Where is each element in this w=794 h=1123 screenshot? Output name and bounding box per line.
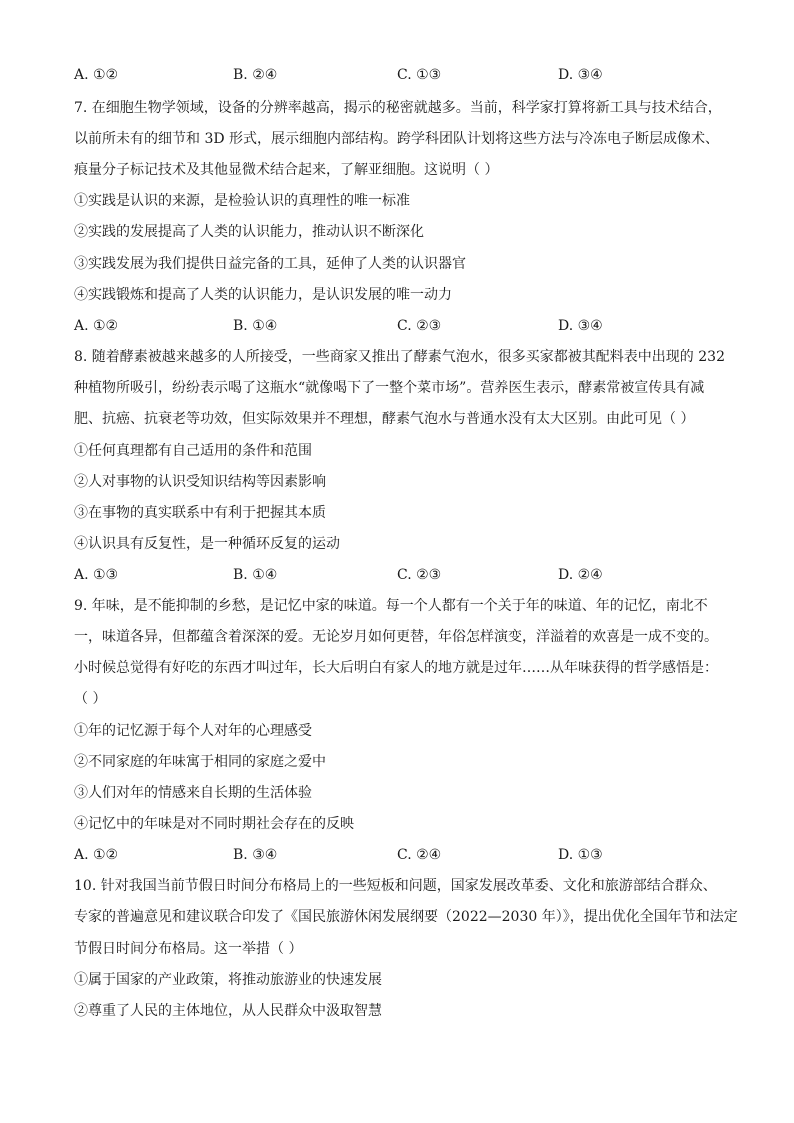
q7-stem-line: 以前所未有的细节和 3D 形式，展示细胞内部结构。跨学科团队计划将这些方法与冷冻电子断层成像术、 bbox=[74, 131, 720, 147]
q8-option-a: A. ①③ bbox=[74, 567, 119, 583]
q7-stem-line: 7. 在细胞生物学领域，设备的分辨率越高，揭示的秘密就越多。当前，科学家打算将新工具与技术结合， bbox=[74, 100, 722, 116]
q8-item-4: ④认识具有反复性，是一种循环反复的运动 bbox=[74, 536, 340, 552]
q8-options bbox=[74, 565, 734, 585]
q9-item-2: ②不同家庭的年味寓于相同的家庭之爱中 bbox=[74, 754, 326, 770]
q7-item-3: ③实践发展为我们提供日益完备的工具，延伸了人类的认识器官 bbox=[74, 256, 466, 272]
q10-stem-line: 10. 针对我国当前节假日时间分布格局上的一些短板和问题，国家发展改革委、文化和旅游部结合群众、 bbox=[74, 878, 717, 894]
q7-option-a: A. ①② bbox=[74, 318, 119, 334]
q8-item-1: ①任何真理都有自己适用的条件和范围 bbox=[74, 443, 312, 459]
q8-option-b: B. ①④ bbox=[233, 567, 278, 583]
q6-option-d: D. ③④ bbox=[558, 67, 603, 83]
q10-stem-line: 节假日时间分布格局。这一举措（ ） bbox=[74, 941, 303, 957]
q9-item-1: ①年的记忆源于每个人对年的心理感受 bbox=[74, 723, 312, 739]
q8-item-2: ②人对事物的认识受知识结构等因素影响 bbox=[74, 474, 326, 490]
q9-stem-line: 一，味道各异，但都蕴含着深深的爱。无论岁月如何更替，年俗怎样演变，洋溢着的欢喜是一成不变的。 bbox=[74, 629, 718, 645]
q7-option-d: D. ③④ bbox=[558, 318, 603, 334]
q9-item-3: ③人们对年的情感来自长期的生活体验 bbox=[74, 785, 312, 801]
q6-option-c: C. ①③ bbox=[397, 67, 442, 83]
q9-options bbox=[74, 845, 734, 865]
q6-option-a: A. ①② bbox=[74, 67, 119, 83]
q10-stem-line: 专家的普遍意见和建议联合印发了《国民旅游休闲发展纲要（2022—2030 年）》，提出优化全国年节和法定 bbox=[74, 909, 738, 925]
q7-item-4: ④实践锻炼和提高了人类的认识能力，是认识发展的唯一动力 bbox=[74, 287, 452, 303]
q8-stem-line: 肥、抗癌、抗衰老等功效，但实际效果并不理想，酵素气泡水与普通水没有太大区别。由此可见（ ） bbox=[74, 411, 695, 427]
q9-option-d: D. ①③ bbox=[558, 847, 603, 863]
q6-options bbox=[74, 65, 734, 85]
q9-stem-line: （ ） bbox=[74, 691, 107, 707]
q8-stem-line: 8. 随着酵素被越来越多的人所接受，一些商家又推出了酵素气泡水，很多买家都被其配料表中出现的 232 bbox=[74, 349, 725, 365]
q9-item-4: ④记忆中的年味是对不同时期社会存在的反映 bbox=[74, 816, 354, 832]
q7-item-2: ②实践的发展提高了人类的认识能力，推动认识不断深化 bbox=[74, 224, 424, 240]
q9-option-a: A. ①② bbox=[74, 847, 119, 863]
q7-option-b: B. ①④ bbox=[233, 318, 278, 334]
q6-option-b: B. ②④ bbox=[233, 67, 278, 83]
q10-item-1: ①属于国家的产业政策，将推动旅游业的快速发展 bbox=[74, 972, 382, 988]
q8-stem-line: 种植物所吸引，纷纷表示喝了这瓶水“就像喝下了一整个菜市场”。营养医生表示，酵素常被宣传具有减 bbox=[74, 380, 705, 396]
q9-option-b: B. ③④ bbox=[233, 847, 278, 863]
q7-option-c: C. ②③ bbox=[397, 318, 442, 334]
q8-item-3: ③在事物的真实联系中有利于把握其本质 bbox=[74, 505, 326, 521]
q7-options bbox=[74, 316, 734, 336]
q9-option-c: C. ②④ bbox=[397, 847, 442, 863]
q10-item-2: ②尊重了人民的主体地位，从人民群众中汲取智慧 bbox=[74, 1003, 382, 1019]
q7-stem-line: 痕量分子标记技术及其他显微术结合起来，了解亚细胞。这说明（ ） bbox=[74, 162, 499, 178]
q9-stem-line: 小时候总觉得有好吃的东西才叫过年，长大后明白有家人的地方就是过年……从年味获得的哲学感悟是： bbox=[74, 660, 718, 676]
q8-option-c: C. ②③ bbox=[397, 567, 442, 583]
q9-stem-line: 9. 年味，是不能抑制的乡愁，是记忆中家的味道。每一个人都有一个关于年的味道、年的记忆，南北不 bbox=[74, 598, 708, 614]
q7-item-1: ①实践是认识的来源，是检验认识的真理性的唯一标准 bbox=[74, 193, 410, 209]
q8-option-d: D. ②④ bbox=[558, 567, 603, 583]
